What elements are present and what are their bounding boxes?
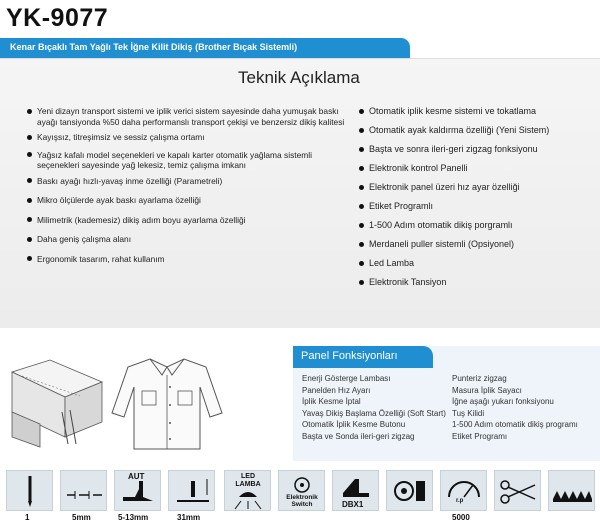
panel-functions-title: Panel Fonksiyonları xyxy=(301,350,398,362)
list-item: Etiket Programlı xyxy=(358,201,598,212)
scissors-icon xyxy=(494,470,541,511)
list-item: Baskı ayağı hızlı-yavaş inme özelliği (Parametreli) xyxy=(26,176,346,187)
fabric-seam-illustration xyxy=(10,352,105,452)
spec-caption: 5-13mm xyxy=(118,513,149,522)
spec-caption: DBX1 xyxy=(342,500,364,509)
subtitle: Kenar Bıçaklı Tam Yağlı Tek İğne Kilit Dikiş (Brother Bıçak Sistemli) xyxy=(10,42,298,52)
spec-caption: LED LAMBA xyxy=(235,473,261,488)
list-item: Başta ve sonra ileri-geri zigzag fonksiyonu xyxy=(358,144,598,155)
list-item: Merdaneli puller sistemli (Opsiyonel) xyxy=(358,239,598,250)
spec-caption: 5000 xyxy=(452,513,470,522)
spec-caption: 1 xyxy=(25,513,30,522)
subtitle-bar xyxy=(0,38,410,58)
list-item: Kayışsız, titreşimsiz ve sessiz çalışma ortamı xyxy=(26,132,346,143)
spec-caption: 5mm xyxy=(72,513,91,522)
list-item: Tuş Kilidi xyxy=(452,408,485,418)
list-item: İğne aşağı yukarı fonksiyonu xyxy=(452,397,554,406)
list-item: Otomatik İplik Kesme Butonu xyxy=(302,420,406,429)
technical-left-list xyxy=(26,106,346,264)
list-item: Ergonomik tasarım, rahat kullanım xyxy=(26,254,346,265)
stitch-length-icon xyxy=(60,470,107,511)
list-item: Yeni dizayn transport sistemi ve iplik verici sistem sayesinde daha yumuşak baskı ayağı tansiyonda %50 daha performanslı transport çekişi ve benzersiz dikiş kalitesi xyxy=(26,106,346,127)
spec-caption: Elektronik Switch xyxy=(286,494,318,508)
bobbin-icon xyxy=(386,470,433,511)
list-item: Panelden Hız Ayarı xyxy=(302,385,371,395)
spec-subcaption: r.p xyxy=(456,498,464,504)
list-item: Daha geniş çalışma alanı xyxy=(26,234,346,245)
shirt-illustration xyxy=(110,353,225,453)
list-item: Yavaş Dikiş Başlama Özelliği (Soft Start) xyxy=(302,408,446,418)
knife-icon xyxy=(548,470,595,511)
list-item: Elektronik Tansiyon xyxy=(358,277,598,288)
list-item: Punteriz zigzag xyxy=(452,374,507,383)
technical-heading: Teknik Açıklama xyxy=(238,68,360,87)
list-item: Milimetrik (kademesiz) dikiş adım boyu ayarlama özelliği xyxy=(26,215,346,226)
list-item: 1-500 Adım otomatik dikiş porgramlı xyxy=(358,220,598,231)
list-item: Otomatik iplik kesme sistemi ve tokatlama xyxy=(358,106,598,117)
spec-caption: 31mm xyxy=(177,513,201,522)
list-item: Mikro ölçülerde ayak baskı ayarlama özelliği xyxy=(26,195,346,206)
spec-icon-row xyxy=(0,470,600,527)
panel-functions-tab xyxy=(293,346,433,368)
technical-right-list xyxy=(358,106,598,288)
list-item: Masura İplik Sayacı xyxy=(452,385,522,395)
list-item: Yağsız kafalı model seçenekleri ve kapalı karter otomatik yağlama sistemli seçenekleri sayesinde yağ lekesiz, temiz çalışma imkanı xyxy=(26,150,346,171)
list-item: Elektronik kontrol Panelli xyxy=(358,163,598,174)
list-item: Etiket Programı xyxy=(452,431,508,441)
speed-icon xyxy=(440,470,487,511)
list-item: İplik Kesme İptal xyxy=(302,397,361,406)
spec-subcaption: AUT xyxy=(128,472,145,481)
list-item: Başta ve Sonda ileri-geri zigzag xyxy=(302,431,415,441)
lift-height-icon xyxy=(168,470,215,511)
panel-left-list xyxy=(302,373,452,442)
list-item: Otomatik ayak kaldırma özelliği (Yeni Sistem) xyxy=(358,125,598,136)
list-item: 1-500 Adım otomatik dikiş programı xyxy=(452,420,578,429)
list-item: Enerji Gösterge Lambası xyxy=(302,374,391,383)
list-item: Elektronik panel üzeri hız ayar özelliği xyxy=(358,182,598,193)
list-item: Led Lamba xyxy=(358,258,598,269)
model-title: YK-9077 xyxy=(6,4,109,32)
panel-right-list xyxy=(452,373,600,442)
needle-icon xyxy=(6,470,53,511)
